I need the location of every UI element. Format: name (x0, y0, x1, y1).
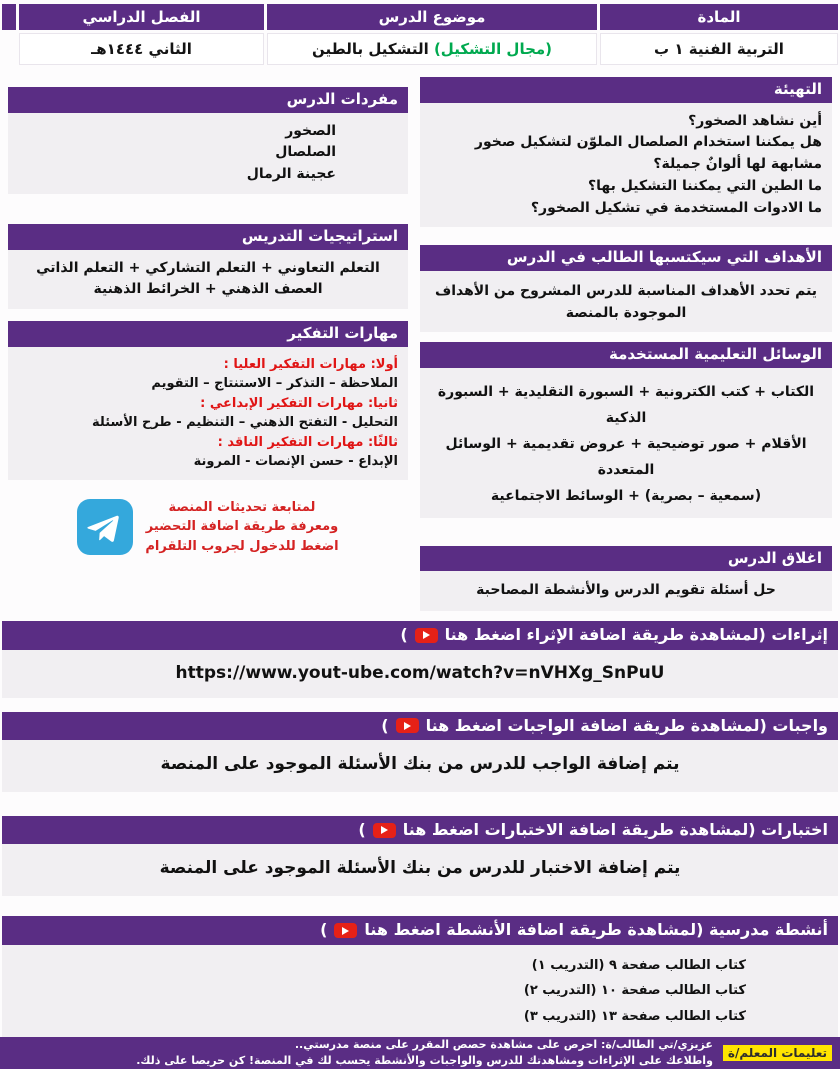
text-line: الصلصال (275, 144, 336, 161)
tests-header-link[interactable] (2, 816, 838, 844)
telegram-group-link[interactable] (8, 490, 408, 565)
term-value: الثاني ١٤٤٤هـ (19, 33, 264, 65)
section-warmup-title: التهيئة (420, 77, 832, 103)
activities-header-link[interactable] (2, 916, 838, 944)
section-objectives (420, 245, 832, 332)
section-vocabulary-content (8, 113, 408, 194)
topic-header: موضوع الدرس (267, 4, 597, 30)
section-thinking-skills (8, 321, 408, 480)
section-homework (2, 712, 838, 792)
term-header: الفصل الدراسي (19, 4, 264, 30)
section-thinking-skills-content (8, 347, 408, 480)
two-column-area (0, 65, 840, 611)
table-edge-decoration (2, 4, 16, 30)
text-line: (سمعية – بصرية) + الوسائط الاجتماعية (490, 487, 762, 504)
youtube-icon[interactable] (396, 718, 419, 733)
text-line: ما الادوات المستخدمة في تشكيل الصخور؟ (530, 199, 822, 216)
enrichments-title: إثراءات (لمشاهدة طريقة اضافة الإثراء اضغط هنا (444, 625, 828, 645)
section-activities (2, 916, 838, 1036)
youtube-icon[interactable] (373, 823, 396, 838)
section-lesson-closing (420, 546, 832, 612)
section-warmup-content (420, 103, 832, 227)
tests-title: اختبارات (لمشاهدة طريقة اضافة الاختبارات اضغط هنا (402, 820, 828, 840)
paren-close: ) (400, 625, 408, 645)
section-teaching-aids (420, 342, 832, 517)
teacher-instructions-text (136, 1037, 713, 1069)
text-line: يتم تحدد الأهداف المناسبة للدرس المشروح من الأهداف الموجودة بالمنصة (434, 282, 818, 321)
homework-title: واجبات (لمشاهدة طريقة اضافة الواجبات اضغط هنا (425, 715, 828, 735)
text-line: اضغط للدخول لجروب التلقرام (145, 538, 339, 554)
section-lesson-closing-title: اغلاق الدرس (420, 546, 832, 572)
section-vocabulary (8, 87, 408, 194)
telegram-icon[interactable] (77, 499, 133, 555)
text-line: كتاب الطالب صفحة ٩ (التدريب ١) (531, 957, 746, 973)
text-line: ومعرفة طريقة اضافة التحضير (145, 519, 339, 535)
enrichments-header-link[interactable] (2, 621, 838, 649)
column-right (420, 77, 832, 611)
topic-name: التشكيل بالطين (311, 40, 429, 58)
text-line: الأقلام + صور توضيحية + عروض تقديمية + الوسائل المتعددة (445, 435, 807, 478)
text-line: الملاحظة – التذكر – الاستنتاج – التقويم (151, 376, 398, 392)
youtube-icon[interactable] (334, 923, 357, 938)
text-line: العصف الذهني + الخرائط الذهنية (93, 281, 323, 298)
text-line: الصخور (285, 122, 336, 139)
lesson-meta-table (0, 0, 840, 65)
section-lesson-closing-content (420, 571, 832, 611)
text-line: كتاب الطالب صفحة ١٣ (التدريب ٣) (523, 1008, 746, 1024)
homework-header-link[interactable] (2, 712, 838, 740)
topic-value (267, 33, 597, 65)
section-strategies-title: استراتيجيات التدريس (8, 224, 408, 250)
section-vocabulary-title: مفردات الدرس (8, 87, 408, 113)
text-line: عزيزي/تي الطالب/ة: احرص على مشاهدة حصص المقرر على منصة مدرستي.. (294, 1037, 713, 1051)
section-warmup (420, 77, 832, 227)
section-teaching-aids-content (420, 368, 832, 517)
column-left (8, 77, 408, 564)
text-line: التحليل - التفتح الذهني – التنظيم - طرح الأسئلة (92, 415, 398, 431)
text-line: أولا: مهارات التفكير العليا : (223, 356, 398, 372)
text-line: التعلم التعاوني + التعلم التشاركي + التعلم الذاتي (36, 259, 380, 276)
text-line: الكتاب + كتب الكترونية + السبورة التقليدية + السبورة الذكية (437, 384, 815, 426)
paren-close: ) (358, 820, 366, 840)
text-line: أين نشاهد الصخور؟ (688, 112, 822, 129)
text-line: ثالثًا: مهارات التفكير الناقد : (217, 434, 398, 450)
subject-header: المادة (600, 4, 838, 30)
enrichment-url[interactable]: https://www.yout-ube.com/watch?v=nVHXg_SnPuU (2, 650, 838, 698)
activities-content (2, 945, 838, 1037)
telegram-link-text[interactable] (145, 498, 338, 557)
section-teaching-aids-title: الوسائل التعليمية المستخدمة (420, 342, 832, 368)
section-thinking-skills-title: مهارات التفكير (8, 321, 408, 347)
section-objectives-title: الأهداف التي سيكتسبها الطالب في الدرس (420, 245, 832, 271)
tests-content: يتم إضافة الاختبار للدرس من بنك الأسئلة الموجود على المنصة (2, 844, 838, 896)
section-strategies-content (8, 250, 408, 309)
topic-domain-tag: (مجال التشكيل) (433, 40, 553, 58)
teacher-instructions-label: تعليمات المعلم/ة (723, 1045, 832, 1061)
text-line: الإبداع - حسن الإنصات - المرونة (193, 454, 398, 470)
text-line: واطلاعك على الإثراءات ومشاهدتك للدرس والواجبات والأنشطة يحسب لك في المنصة! كن حريصا على ذلك. (136, 1053, 713, 1067)
section-objectives-content (420, 271, 832, 332)
paren-close: ) (381, 715, 389, 735)
text-line: ما الطين التي يمكننا التشكيل بها؟ (588, 177, 822, 194)
text-line: عجينة الرمال (246, 166, 336, 183)
text-line: ثانيا: مهارات التفكير الإبداعي : (200, 395, 398, 411)
paren-close: ) (320, 920, 328, 940)
text-line: لمتابعة تحديثات المنصة (168, 499, 316, 515)
teacher-instructions-footer (0, 1037, 840, 1069)
section-enrichments (2, 621, 838, 697)
activities-title: أنشطة مدرسية (لمشاهدة طريقة اضافة الأنشطة اضغط هنا (364, 920, 828, 940)
text-line: كتاب الطالب صفحة ١٠ (التدريب ٢) (523, 983, 746, 999)
section-strategies (8, 224, 408, 309)
text-line: حل أسئلة تقويم الدرس والأنشطة المصاحبة (476, 582, 776, 599)
homework-content: يتم إضافة الواجب للدرس من بنك الأسئلة الموجود على المنصة (2, 740, 838, 792)
text-line: هل يمكننا استخدام الصلصال الملوّن لتشكيل صخور مشابهة لها ألوانٌ جميلة؟ (474, 134, 822, 173)
section-tests (2, 816, 838, 896)
youtube-icon[interactable] (415, 628, 438, 643)
subject-value: التربية الفنية ١ ب (600, 33, 838, 65)
